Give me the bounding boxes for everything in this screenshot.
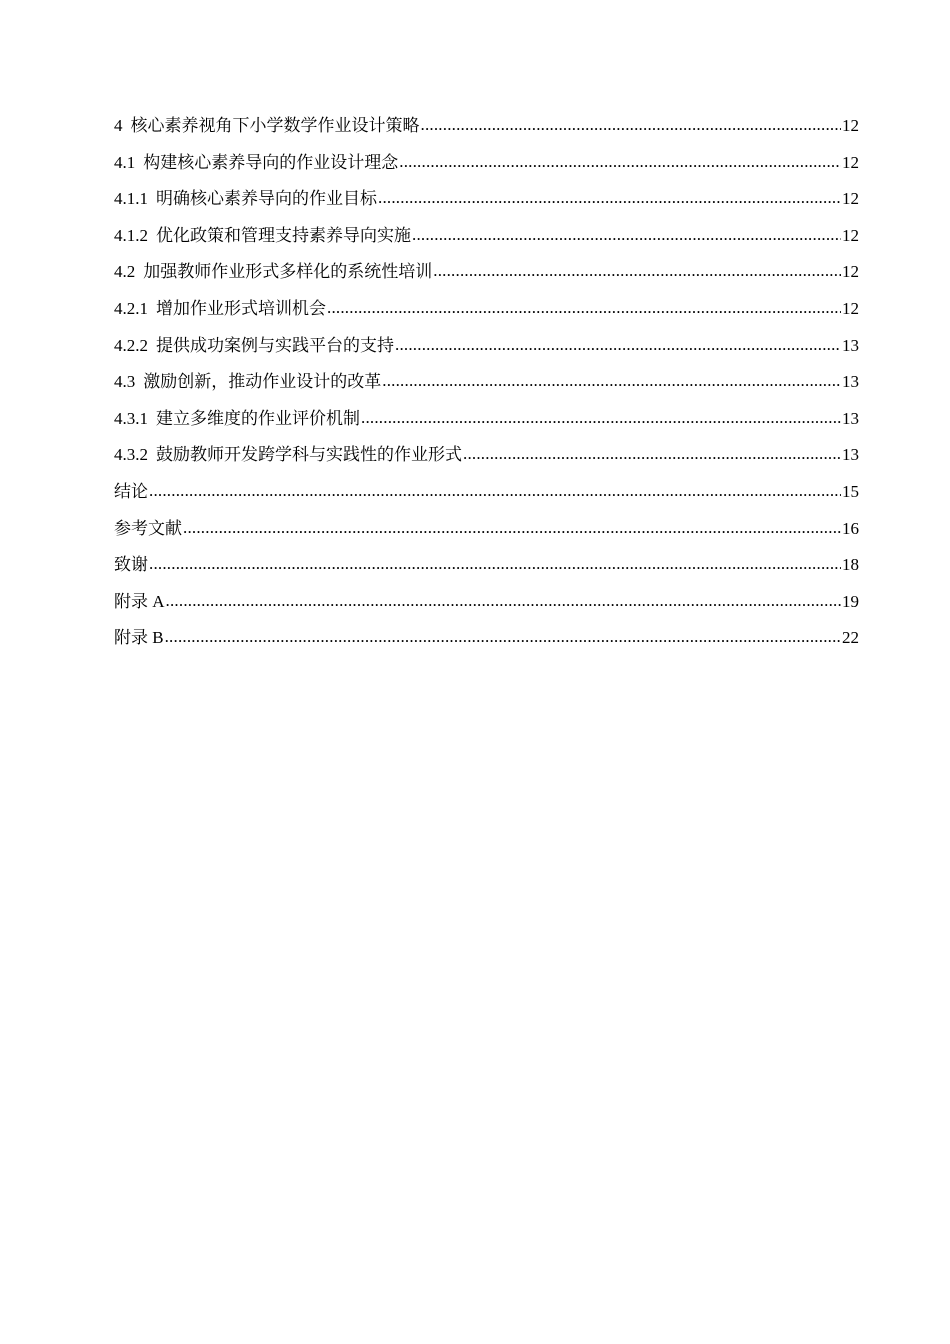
toc-entry-number: 4 [114,116,123,135]
toc-dot-leader [361,400,841,437]
toc-entry[interactable] [114,181,859,218]
toc-dot-leader [412,217,841,254]
toc-dot-leader [463,436,841,473]
toc-entry-title: 参考文献 [114,518,182,538]
toc-dot-leader [149,546,841,583]
toc-entry[interactable] [114,547,859,584]
toc-entry-title: 构建核心素养导向的作业设计理念 [143,152,399,172]
toc-entry-number: 4.2 [114,262,136,282]
toc-entry-page: 12 [842,116,859,135]
toc-entry-title: 结论 [114,481,148,501]
toc-entry-title: 致谢 [114,555,148,575]
toc-entry-title: 附录 B [114,628,164,648]
toc-entry-number: 4.1.2 [114,225,148,245]
toc-entry-page: 12 [842,225,859,245]
toc-entry-page: 15 [842,481,859,501]
toc-entry[interactable] [114,474,859,511]
toc-entry-title: 建立多维度的作业评价机制 [156,408,360,428]
toc-dot-leader [327,290,841,327]
toc-dot-leader [183,510,841,547]
toc-entry-page: 16 [842,518,859,538]
toc-dot-leader [165,619,841,656]
toc-entry-title: 附录 A [114,591,165,611]
toc-entry-title: 鼓励教师开发跨学科与实践性的作业形式 [156,445,462,465]
toc-entry[interactable] [114,620,859,657]
toc-entry-page: 12 [842,189,859,209]
toc-entry-page: 18 [842,555,859,575]
toc-entry[interactable] [114,145,859,182]
toc-entry[interactable] [114,437,859,474]
toc-entry[interactable] [114,401,859,438]
toc-dot-leader [421,107,842,144]
toc-entry-number: 4.3.1 [114,408,148,428]
toc-entry-page: 13 [842,408,859,428]
toc-entry[interactable] [114,511,859,548]
toc-entry-page: 13 [842,335,859,355]
toc-dot-leader [378,180,841,217]
toc-entry-title: 激励创新，推动作业设计的改革 [143,372,382,392]
toc-dot-leader [433,253,841,290]
toc-entry-page: 12 [842,262,859,282]
toc-dot-leader [395,327,841,364]
table-of-contents [114,108,859,657]
toc-entry-number: 4.3.2 [114,445,148,465]
toc-entry-title: 加强教师作业形式多样化的系统性培训 [143,262,433,282]
toc-entry-page: 12 [842,152,859,172]
toc-dot-leader [166,583,841,620]
toc-dot-leader [382,363,841,400]
toc-entry-number: 4.2.2 [114,335,148,355]
toc-entry-number: 4.1 [114,152,136,172]
toc-entry[interactable] [114,364,859,401]
toc-entry[interactable] [114,584,859,621]
toc-entry[interactable] [114,291,859,328]
toc-entry-title: 增加作业形式培训机会 [156,298,326,318]
toc-entry[interactable] [114,328,859,365]
toc-entry-title: 明确核心素养导向的作业目标 [156,189,377,209]
toc-entry-title: 核心素养视角下小学数学作业设计策略 [130,116,420,135]
toc-entry-page: 19 [842,591,859,611]
toc-entry[interactable] [114,108,859,145]
toc-entry-page: 22 [842,628,859,648]
toc-entry-number: 4.1.1 [114,189,148,209]
toc-entry-number: 4.2.1 [114,298,148,318]
toc-entry[interactable] [114,254,859,291]
toc-entry-page: 12 [842,298,859,318]
toc-entry-page: 13 [842,372,859,392]
toc-entry[interactable] [114,218,859,255]
toc-dot-leader [399,144,841,181]
toc-dot-leader [149,473,841,510]
toc-entry-page: 13 [842,445,859,465]
toc-entry-title: 提供成功案例与实践平台的支持 [156,335,394,355]
toc-entry-title: 优化政策和管理支持素养导向实施 [156,225,411,245]
toc-entry-number: 4.3 [114,372,136,392]
